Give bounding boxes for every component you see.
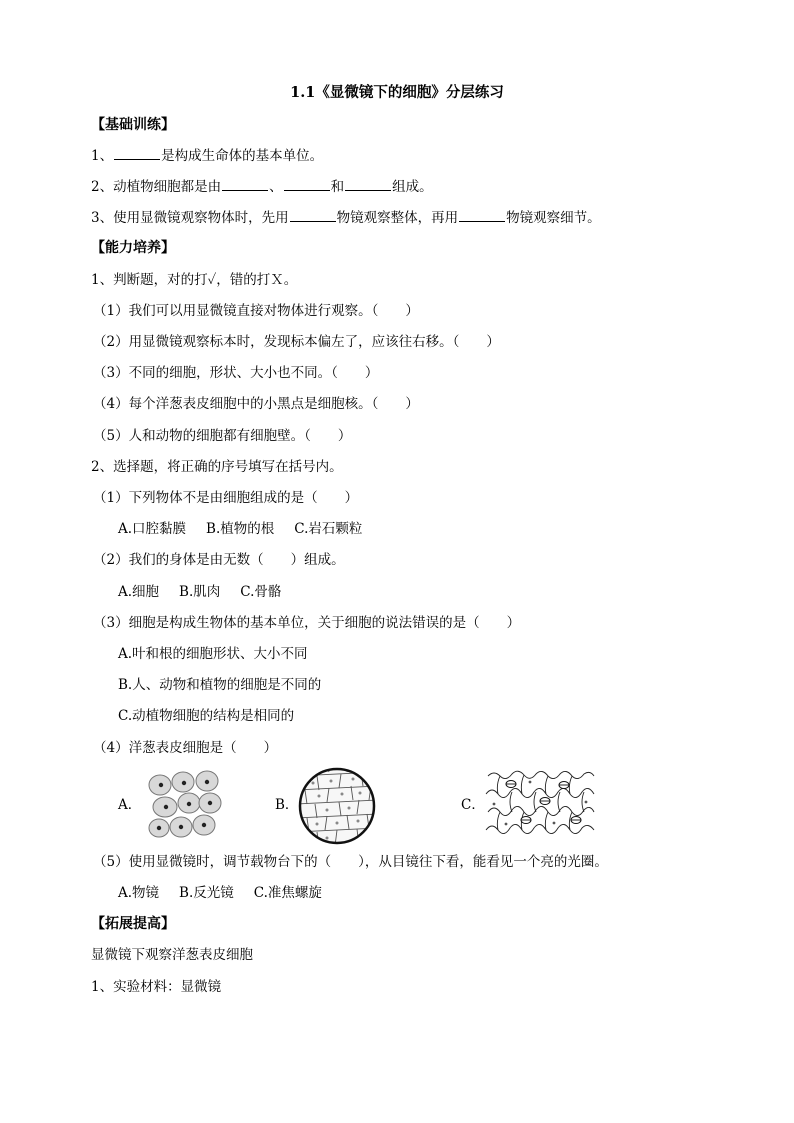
q2-sep2: 和 [330, 179, 345, 195]
q1-blank[interactable] [114, 146, 160, 160]
animal-cells-image[interactable] [145, 770, 225, 840]
mc2-option-c[interactable]: C.骨骼 [240, 584, 282, 600]
mc5-option-a[interactable]: A.物镜 [118, 885, 160, 901]
mc5-option-b[interactable]: B.反光镜 [179, 885, 234, 901]
q3-suffix: 物镜观察细节。 [506, 210, 601, 226]
extend-line-2: 1、实验材料：显微镜 [91, 979, 222, 995]
tf-item-4: （4）每个洋葱表皮细胞中的小黑点是细胞核。（ ） [93, 396, 419, 412]
q2-blank-1[interactable] [222, 177, 268, 191]
mc-title: 2、选择题，将正确的序号填写在括号内。 [91, 459, 343, 475]
mc3-option-a[interactable]: A.叶和根的细胞形状、大小不同 [118, 646, 308, 662]
basic-question-3 [91, 208, 601, 227]
mc1-option-a[interactable]: A.口腔黏膜 [118, 521, 187, 537]
tf-item-1: （1）我们可以用显微镜直接对物体进行观察。（ ） [93, 303, 419, 319]
mc1-option-c[interactable]: C.岩石颗粒 [294, 521, 363, 537]
q3-mid: 物镜观察整体，再用 [336, 210, 459, 226]
mc3-question: （3）细胞是构成生物体的基本单位，关于细胞的说法错误的是（ ） [93, 615, 521, 631]
basic-question-2 [91, 177, 433, 196]
q1-prefix: 1、 [91, 148, 114, 164]
mc1-options [118, 520, 382, 538]
mc2-option-b[interactable]: B.肌肉 [179, 584, 221, 600]
q3-prefix: 3、使用显微镜观察物体时，先用 [91, 210, 289, 226]
mc5-option-c[interactable]: C.准焦螺旋 [253, 885, 322, 901]
q2-sep1: 、 [269, 179, 283, 195]
q2-blank-3[interactable] [345, 177, 391, 191]
tf-item-3: （3）不同的细胞，形状、大小也不同。（ ） [93, 365, 379, 381]
mc4-label-a[interactable]: A． [118, 797, 142, 813]
onion-cells-image[interactable] [297, 766, 377, 846]
section-ability-heading: 【能力培养】 [91, 240, 175, 256]
q2-prefix: 2、动植物细胞都是由 [91, 179, 222, 195]
tf-item-2: （2）用显微镜观察标本时，发现标本偏左了，应该往右移。（ ） [93, 334, 500, 350]
q3-blank-2[interactable] [459, 208, 505, 222]
mc4-label-c[interactable]: C． [461, 797, 485, 813]
mc3-option-c[interactable]: C.动植物细胞的结构是相同的 [118, 708, 295, 724]
mc5-options [118, 884, 342, 902]
tf-title: 1、判断题，对的打✓，错的打Ｘ。 [91, 272, 298, 288]
mc4-label-b[interactable]: B． [275, 797, 299, 813]
mc5-question: （5）使用显微镜时，调节载物台下的（ ），从目镜往下看，能看见一个亮的光圈。 [93, 854, 608, 870]
basic-question-1 [91, 146, 323, 165]
page-title: 1.1《显微镜下的细胞》分层练习 [290, 84, 504, 101]
q3-blank-1[interactable] [290, 208, 336, 222]
section-extend-heading: 【拓展提高】 [91, 916, 175, 932]
mc2-option-a[interactable]: A.细胞 [118, 584, 160, 600]
tf-item-5: （5）人和动物的细胞都有细胞壁。（ ） [93, 428, 352, 444]
q1-suffix: 是构成生命体的基本单位。 [161, 148, 324, 164]
mc1-option-b[interactable]: B.植物的根 [206, 521, 275, 537]
mc2-options [118, 583, 301, 601]
mc4-question: （4）洋葱表皮细胞是（ ） [93, 740, 278, 756]
q2-blank-2[interactable] [284, 177, 330, 191]
section-basic-heading: 【基础训练】 [91, 117, 175, 133]
mc3-option-b[interactable]: B.人、动物和植物的细胞是不同的 [118, 677, 322, 693]
extend-line-1: 显微镜下观察洋葱表皮细胞 [91, 947, 253, 963]
mc2-question: （2）我们的身体是由无数（ ）组成。 [93, 552, 345, 568]
q2-suffix: 组成。 [392, 179, 433, 195]
leaf-epidermis-image[interactable] [484, 768, 596, 840]
mc1-question: （1）下列物体不是由细胞组成的是（ ） [93, 490, 359, 506]
